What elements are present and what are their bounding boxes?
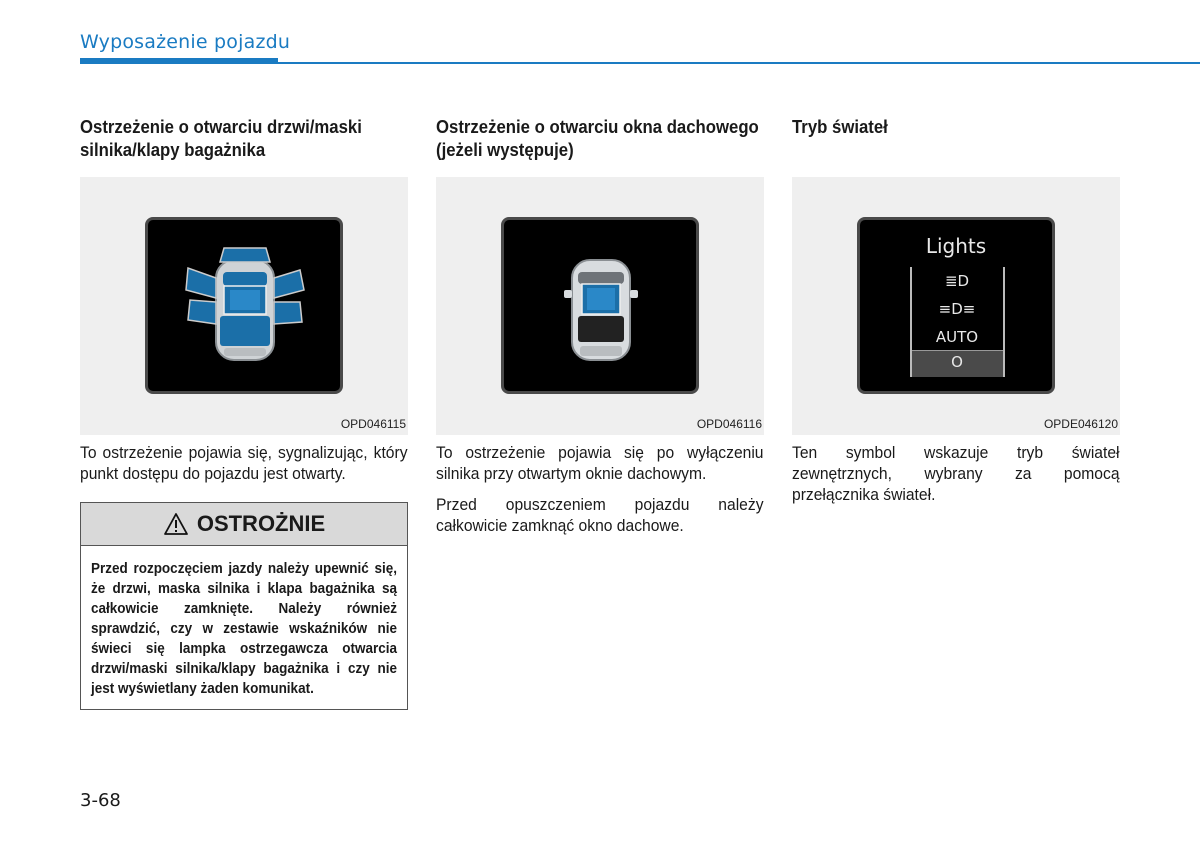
low-beam-icon: ≡D≡ [938,300,976,318]
off-light-icon: O [951,353,963,371]
header-title: Wyposażenie pojazdu [80,31,291,53]
paragraph: To ostrzeżenie pojawia się, sygnalizując, który punkt dostępu do pojazdu jest otwarty. [80,443,408,483]
section-door-warning [80,116,408,710]
header-rule-thick [80,58,278,64]
figure-code: OPD046115 [340,417,406,431]
lights-display [857,217,1055,394]
figure [792,177,1120,435]
auto-light-label: AUTO [935,328,979,346]
caution-text-content: Przed rozpoczęciem jazdy należy upewnić się, że drzwi, maska silnika i klapa bagażnika są całkowicie zamknięte. Należy również sprawdzić, czy w zestawie wskaźników nie świeci się lampka ostrzegawcza otwarcia drzwi/maski silnika/klapy bagażnika i czy nie jest wyświetlany żaden komunikat. [91,560,397,697]
section-heading: Ostrzeżenie o otwarciu drzwi/maski silnika/klapy bagażnika [80,117,362,160]
parking-light-icon: ≣D [944,272,970,290]
section-heading: Tryb świateł [792,117,888,137]
paragraph: To ostrzeżenie pojawia się po wyłączeniu silnika przy otwartym oknie dachowym. [436,443,764,483]
figure [80,177,408,435]
section-sunroof-warning [436,116,764,546]
caution-title: OSTROŻNIE [196,511,326,536]
body-text [792,442,1120,505]
section-heading: Ostrzeżenie o otwarciu okna dachowego (jeżeli występuje) [436,117,759,160]
caution-box [80,502,408,710]
paragraph: Przed opuszczeniem pojazdu należy całkowicie zamknąć okno dachowe. [436,495,764,535]
caution-text [81,546,407,709]
lights-title: Lights [925,234,987,258]
car-sunroof-open-icon [504,220,696,391]
figure [436,177,764,435]
cluster-display [145,217,343,394]
body-text [436,442,764,536]
car-doors-open-icon [148,220,340,391]
paragraph: Ten symbol wskazuje tryb świateł zewnętrznych, wybrany za pomocą przełącznika świateł. [792,443,1120,504]
cluster-display [501,217,699,394]
body-text [80,442,408,484]
figure-code: OPDE046120 [1043,417,1118,431]
figure-code: OPD046116 [696,417,762,431]
warning-triangle-icon [163,512,189,536]
page-number: 3-68 [80,790,121,811]
caution-header [81,503,407,546]
section-light-mode [792,116,1120,515]
